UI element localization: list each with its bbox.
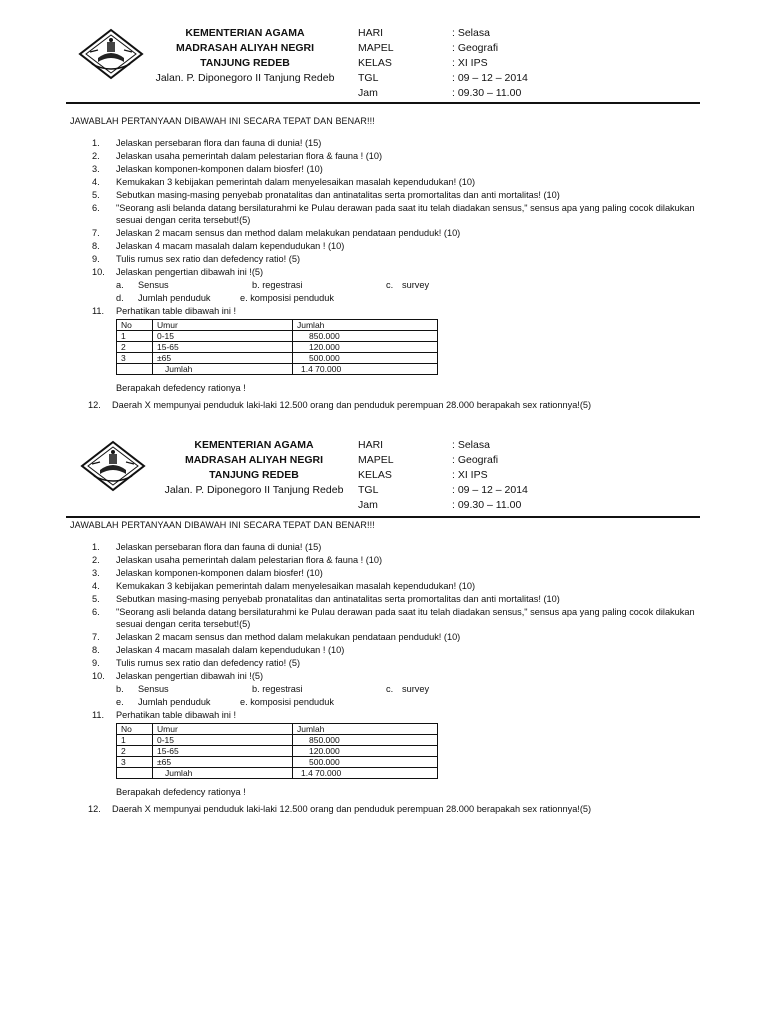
question-text: Kemukakan 3 kebijakan pemerintah dalam menyelesaikan masalah kependudukan! (10) (116, 580, 476, 591)
table-row (117, 330, 438, 341)
info-key: MAPEL (358, 42, 394, 54)
ministry-emblem-icon (78, 28, 144, 80)
instruction-text: JAWABLAH PERTANYAAN DIBAWAH INI SECARA TEPAT DAN BENAR!!! (70, 116, 375, 126)
table-cell (117, 767, 153, 778)
table-header: Jumlah (293, 319, 438, 330)
table-row (117, 363, 438, 374)
option-text: e. komposisi penduduk (240, 696, 334, 707)
table-cell: 3 (117, 756, 153, 767)
question-item (92, 202, 712, 228)
table-row (117, 352, 438, 363)
table-cell: 120.000 (293, 341, 438, 352)
question-number: 11. (92, 709, 105, 720)
question-text: Sebutkan masing-masing penyebab pronatalitas dan antinatalitas serta promortalitas dan anti mortalitas! (10) (116, 189, 560, 200)
question-text: Jelaskan 2 macam sensus dan method dalam melakukan pendataan penduduk! (10) (116, 228, 461, 239)
question-item (92, 593, 712, 606)
question-item (92, 606, 712, 632)
info-value: : XI IPS (452, 57, 488, 69)
question-number: 7. (92, 228, 100, 239)
answer-options-row (92, 683, 712, 696)
question-list (88, 137, 712, 412)
question-number: 10. (92, 267, 105, 278)
exam-sheet-1 (0, 20, 768, 420)
question-item (92, 709, 712, 722)
info-value: : Geografi (452, 42, 499, 54)
institution-block (150, 438, 358, 498)
table-cell: 1 (117, 330, 153, 341)
info-value: : 09.30 – 11.00 (452, 499, 522, 511)
table-cell: 850.000 (293, 330, 438, 341)
question-text: "Seorang asli belanda datang bersilaturahmi ke Pulau derawan pada saat itu telah diadakan sensus," sensus apa yang paling cocok dilakukan sesuai dengan cerita tersebut!(5) (116, 606, 695, 630)
table-cell: 15-65 (153, 745, 293, 756)
table-cell: 0-15 (153, 734, 293, 745)
question-item (92, 580, 712, 593)
table-cell: 500.000 (293, 352, 438, 363)
question-number: 9. (92, 254, 100, 265)
option-letter: e. (116, 696, 124, 707)
table-header-row (117, 723, 438, 734)
table-header-row (117, 319, 438, 330)
table-row (117, 341, 438, 352)
table-header: Umur (153, 319, 293, 330)
question-item (92, 554, 712, 567)
question-item (88, 803, 712, 816)
ministry-name: KEMENTERIAN AGAMA (185, 27, 305, 39)
question-item (92, 644, 712, 657)
question-text: Kemukakan 3 kebijakan pemerintah dalam menyelesaikan masalah kependudukan! (10) (116, 176, 476, 187)
school-address: Jalan. P. Diponegoro II Tanjung Redeb (155, 72, 335, 84)
option-text: e. komposisi penduduk (240, 292, 334, 303)
info-key: Jam (358, 87, 378, 99)
question-item (92, 657, 712, 670)
question-text: Daerah X mempunyai penduduk laki-laki 12.500 orang dan penduduk perempuan 28.000 berapakah sex rationnya!(5) (112, 803, 592, 814)
table-row (117, 767, 438, 778)
question-item (92, 631, 712, 644)
table-row (117, 756, 438, 767)
table-cell: ±65 (153, 352, 293, 363)
table-cell (117, 363, 153, 374)
school-name: MADRASAH ALIYAH NEGRI (175, 42, 315, 54)
table-row (117, 745, 438, 756)
question-item (92, 567, 712, 580)
question-text: Jelaskan 4 macam masalah dalam kependudukan ! (10) (116, 241, 345, 252)
option-text: b. regestrasi (252, 279, 303, 290)
ministry-name: KEMENTERIAN AGAMA (194, 439, 314, 451)
header-divider (66, 102, 700, 104)
question-item (92, 240, 712, 253)
question-text: Jelaskan komponen-komponen dalam biosfer! (10) (116, 567, 323, 578)
question-item (92, 305, 712, 318)
info-key: Jam (358, 499, 378, 511)
info-value: : Geografi (452, 454, 499, 466)
question-item (92, 137, 712, 150)
table-question: Berapakah defedency rationya ! (116, 786, 246, 797)
info-key: KELAS (358, 469, 392, 481)
info-key: HARI (358, 27, 384, 39)
question-text: Tulis rumus sex ratio dan defedency ratio! (5) (116, 254, 301, 265)
question-text: Jelaskan usaha pemerintah dalam pelestarian flora & fauna ! (10) (116, 554, 383, 565)
info-key: MAPEL (358, 454, 394, 466)
info-value: : XI IPS (452, 469, 488, 481)
header-divider (66, 516, 700, 518)
table-cell: Jumlah (153, 363, 293, 374)
info-value: : Selasa (452, 27, 490, 39)
question-number: 3. (92, 567, 100, 578)
table-cell: 1 (117, 734, 153, 745)
question-item (92, 189, 712, 202)
instruction-text: JAWABLAH PERTANYAAN DIBAWAH INI SECARA TEPAT DAN BENAR!!! (70, 520, 375, 530)
question-text: Sebutkan masing-masing penyebab pronatalitas dan antinatalitas serta promortalitas dan anti mortalitas! (10) (116, 593, 560, 604)
question-number: 10. (92, 671, 105, 682)
question-number: 1. (92, 138, 100, 148)
info-key: TGL (358, 484, 379, 496)
option-letter: a. (116, 279, 124, 290)
option-letter: c. (386, 279, 394, 290)
question-text: Jelaskan persebaran flora dan fauna di dunia! (15) (116, 542, 322, 552)
table-cell: Jumlah (153, 767, 293, 778)
info-value: : 09 – 12 – 2014 (452, 72, 528, 84)
question-item (92, 150, 712, 163)
population-table (116, 723, 438, 779)
question-number: 12. (88, 399, 101, 410)
exam-sheet-2 (0, 432, 768, 832)
question-list (88, 541, 712, 816)
question-item (92, 163, 712, 176)
info-key: TGL (358, 72, 379, 84)
question-number: 5. (92, 593, 100, 604)
question-number: 12. (88, 803, 101, 814)
exam-info (358, 26, 652, 101)
question-number: 5. (92, 189, 100, 200)
answer-options-row (92, 696, 712, 709)
question-text: Perhatikan table dibawah ini ! (116, 709, 237, 720)
question-text: Jelaskan komponen-komponen dalam biosfer! (10) (116, 163, 323, 174)
school-name: MADRASAH ALIYAH NEGRI (184, 454, 324, 466)
table-header: Umur (153, 723, 293, 734)
question-number: 6. (92, 606, 100, 617)
question-item (92, 541, 712, 554)
question-text: Jelaskan usaha pemerintah dalam pelestarian flora & fauna ! (10) (116, 150, 383, 161)
question-number: 8. (92, 241, 100, 252)
question-number: 4. (92, 580, 100, 591)
info-value: : 09.30 – 11.00 (452, 87, 522, 99)
question-number: 8. (92, 645, 100, 656)
question-text: "Seorang asli belanda datang bersilaturahmi ke Pulau derawan pada saat itu telah diadakan sensus," sensus apa yang paling cocok dilakukan sesuai dengan cerita tersebut!(5) (116, 202, 695, 226)
question-item (92, 176, 712, 189)
table-cell: 1.4 70.000 (293, 363, 438, 374)
institution-block (140, 26, 350, 86)
question-number: 9. (92, 658, 100, 669)
option-text: Jumlah penduduk (138, 292, 211, 303)
school-city: TANJUNG REDEB (209, 469, 299, 481)
question-item (92, 670, 712, 683)
question-number: 2. (92, 554, 100, 565)
info-key: KELAS (358, 57, 392, 69)
question-text: Perhatikan table dibawah ini ! (116, 305, 237, 316)
question-item (88, 399, 712, 412)
option-letter: d. (116, 292, 124, 303)
table-header: No (117, 723, 153, 734)
answer-options-row (92, 292, 712, 305)
table-cell: 15-65 (153, 341, 293, 352)
table-question: Berapakah defedency rationya ! (116, 382, 246, 393)
table-cell: 3 (117, 352, 153, 363)
question-text: Tulis rumus sex ratio dan defedency ratio! (5) (116, 658, 301, 669)
question-item (92, 253, 712, 266)
table-cell: 2 (117, 745, 153, 756)
question-item (92, 227, 712, 240)
question-text: Jelaskan 4 macam masalah dalam kependudukan ! (10) (116, 645, 345, 656)
question-number: 1. (92, 542, 100, 552)
question-text: Daerah X mempunyai penduduk laki-laki 12.500 orang dan penduduk perempuan 28.000 berapakah sex rationnya!(5) (112, 399, 592, 410)
option-text: Sensus (138, 279, 169, 290)
table-cell: 1.4 70.000 (293, 767, 438, 778)
table-cell: 850.000 (293, 734, 438, 745)
ministry-emblem-icon (80, 440, 146, 492)
table-cell: 500.000 (293, 756, 438, 767)
option-letter: b. (116, 683, 124, 694)
table-row (117, 734, 438, 745)
option-text: b. regestrasi (252, 683, 303, 694)
option-text: survey (402, 683, 430, 694)
info-key: HARI (358, 439, 384, 451)
question-number: 7. (92, 632, 100, 643)
option-text: Jumlah penduduk (138, 696, 211, 707)
question-number: 4. (92, 176, 100, 187)
question-number: 2. (92, 150, 100, 161)
option-text: Sensus (138, 683, 169, 694)
info-value: : 09 – 12 – 2014 (452, 484, 528, 496)
question-number: 6. (92, 202, 100, 213)
answer-options-row (92, 279, 712, 292)
population-table (116, 319, 438, 375)
question-number: 3. (92, 163, 100, 174)
question-text: Jelaskan persebaran flora dan fauna di dunia! (15) (116, 138, 322, 148)
question-text: Jelaskan pengertian dibawah ini !(5) (116, 267, 264, 278)
table-header: Jumlah (293, 723, 438, 734)
option-letter: c. (386, 683, 394, 694)
school-address: Jalan. P. Diponegoro II Tanjung Redeb (164, 484, 344, 496)
table-header: No (117, 319, 153, 330)
question-item (92, 266, 712, 279)
question-number: 11. (92, 305, 105, 316)
table-cell: ±65 (153, 756, 293, 767)
option-text: survey (402, 279, 430, 290)
school-city: TANJUNG REDEB (200, 57, 290, 69)
question-text: Jelaskan 2 macam sensus dan method dalam melakukan pendataan penduduk! (10) (116, 632, 461, 643)
exam-info (358, 438, 652, 513)
question-text: Jelaskan pengertian dibawah ini !(5) (116, 671, 264, 682)
table-cell: 0-15 (153, 330, 293, 341)
table-cell: 120.000 (293, 745, 438, 756)
table-cell: 2 (117, 341, 153, 352)
info-value: : Selasa (452, 439, 490, 451)
